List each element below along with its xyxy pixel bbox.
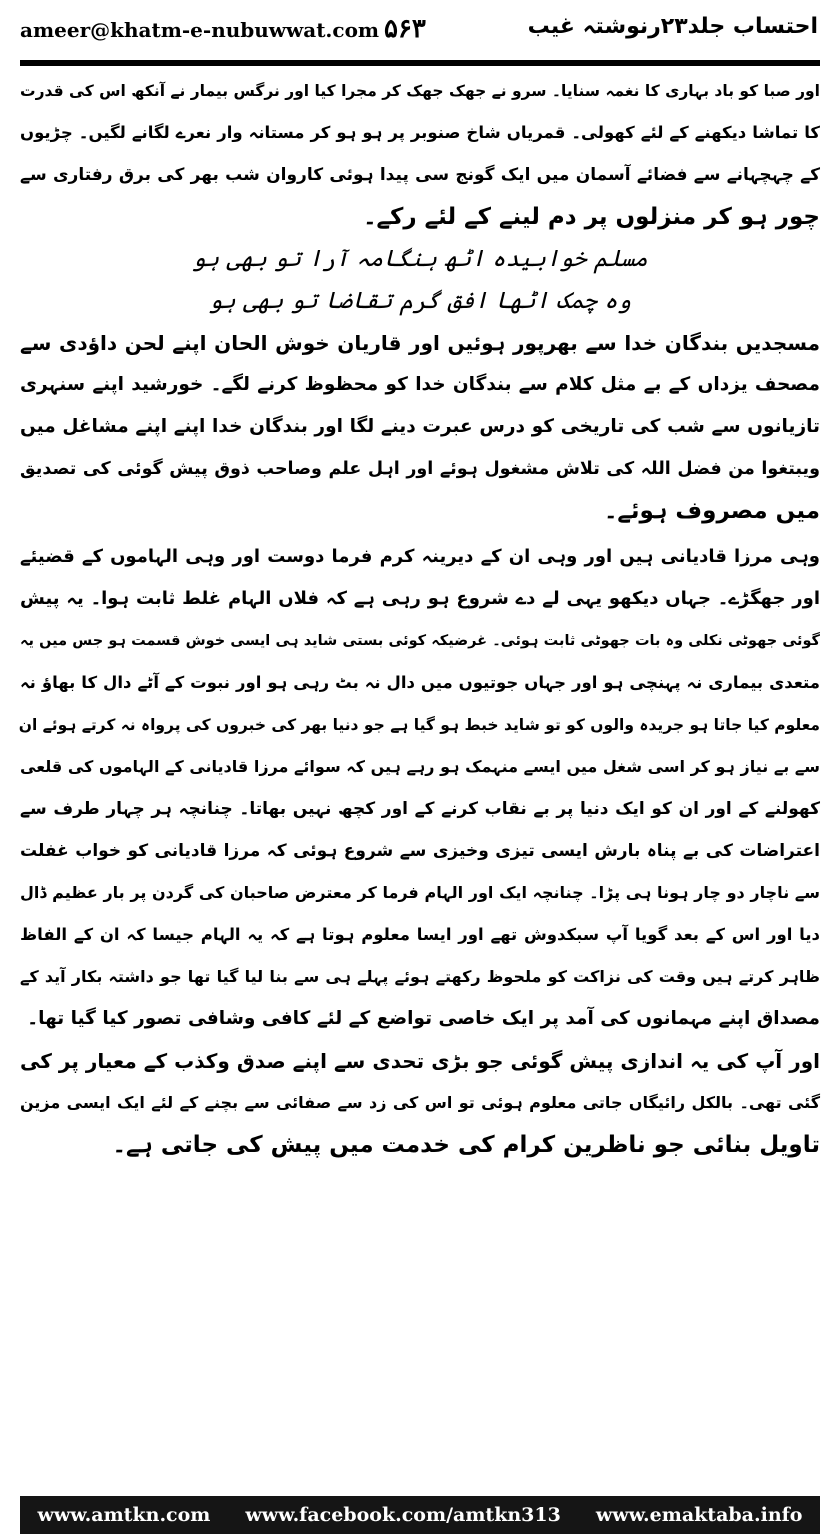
text-line: دیا اور اس کے بعد گویا آپ سبکدوش تھے اور ایسا معلوم ہوتا ہے کہ یہ الہام جیسا کہ ان کے الفاظ (20, 925, 820, 944)
header-email: ameer@khatm-e-nubuwwat.com (20, 18, 380, 42)
header-rule (20, 60, 820, 66)
text-line: ویبتغوا من فضل اللہ کی تلاش مشغول ہوئے اور اہل علم وصاحب ذوق پیش گوئی کی تصدیق (20, 459, 820, 479)
text-line: ظاہر کرتے ہیں وقت کی نزاکت کو ملحوظ رکھتے ہوئے پہلے ہی سے بنا لیا گیا تھا جو داشتہ بکار آید کے (20, 967, 820, 986)
verse-block (20, 238, 820, 322)
text-line: تازیانوں سے شب کی تاریخی کو درس عبرت دینے لگا اور بندگان خدا اپنے اپنے مشاغل میں (20, 416, 820, 437)
text-line: مصداق اپنے مہمانوں کی آمد پر ایک خاصی تواضع کے لئے کافی وشافی تصور کیا گیا تھا۔ (27, 1008, 820, 1029)
text-line: معلوم کیا جاتا ہو جریدہ والوں کو تو شاید خبط ہو گیا ہے جو دنیا بھر کی خبروں کی پرواہ نہ کرتے ہوئے ان (18, 716, 820, 734)
text-line: کھولنے کے اور ان کو ایک دنیا پر بے نقاب کرنے کے اور کچھ نہیں بھاتا۔ چنانچہ ہر چہار طرف سے (20, 799, 820, 819)
text-line: وہی مرزا قادیانی ہیں اور وہی ان کے دیرینہ کرم فرما دوست اور وہی الہاموں کے قضیئے (20, 546, 820, 567)
footer-link-facebook[interactable]: www.facebook.com/amtkn313 (245, 1504, 561, 1526)
text-line: سے بے نیاز ہو کر اسی شغل میں ایسے منہمک ہو رہے ہیں کہ سوائے مرزا قادیانی کے الہاموں کی قلعی (20, 757, 820, 776)
text-line: کا تماشا دیکھنے کے لئے کھولی۔ قمریاں شاخ صنوبر پر ہو ہو کر مستانہ وار نعرے لگانے لگیں۔ چڑیوں (20, 123, 820, 142)
text-line: اور صبا کو باد بہاری کا نغمہ سنایا۔ سرو نے جھک جھک کر مجرا کیا اور نرگس بیمار نے آنکھ اس کی قدرت (20, 82, 820, 100)
text-line: اور جھگڑے۔ جہاں دیکھو یہی لے دے شروع ہو رہی ہے کہ فلاں الہام غلط ثابت ہوا۔ یہ پیش (20, 588, 820, 609)
text-line: سے ناچار دو چار ہونا ہی پڑا۔ چنانچہ ایک اور الہام فرما کر معترض صاحبان کی گردن پر بار عظیم ڈال (20, 883, 820, 902)
text-line: گوئی جھوٹی نکلی وہ بات جھوٹی ثابت ہوئی۔ غرضیکہ کوئی بستی شاید ہی ایسی خوش قسمت ہو جس میں یہ (20, 633, 820, 649)
paragraph-2 (20, 322, 820, 532)
text-line: چور ہو کر منزلوں پر دم لینے کے لئے رکے۔ (363, 204, 820, 230)
text-line: اور آپ کی یہ اندازی پیش گوئی جو بڑی تحدی سے اپنے صدق وکذب کے معیار پر کی (20, 1049, 820, 1073)
text-line: میں مصروف ہوئے۔ (603, 498, 820, 524)
text-line: مصحف یزداں کے بے مثل کلام سے بندگان خدا کو محظوظ کرنے لگے۔ خورشید اپنے سنہری (20, 374, 820, 395)
paragraph-1 (20, 70, 820, 238)
footer-link-emaktaba[interactable]: www.emaktaba.info (595, 1504, 803, 1526)
book-title: احتساب جلد۲۳رنوشتہ غیب (527, 14, 818, 39)
text-line: کے چہچہانے سے فضائے آسمان میں ایک گونج سی پیدا ہوئی کاروان شب بھر کی برق رفتاری سے (20, 165, 820, 185)
verse-line: مسلم خوابیدہ اٹھ ہنگامہ آرا تو بھی ہو (192, 246, 648, 272)
text-line: متعدی بیماری نہ پہنچی ہو اور جہاں جوتیوں میں دال نہ بٹ رہی ہو اور نبوت کے آٹے دال کا بھاؤ نہ (20, 673, 820, 692)
footer-link-amtkn[interactable]: www.amtkn.com (37, 1504, 211, 1526)
page-number: ۵۶۳ (384, 14, 426, 44)
text-line: گئی تھی۔ بالکل رائیگاں جاتی معلوم ہوئی تو اس کی زد سے صفائی سے بچنے کے لئے ایک ایسی مزین (20, 1093, 820, 1112)
text-line: مسجدیں بندگان خدا سے بھرپور ہوئیں اور قاریان خوش الحان اپنے لحن داؤدی سے (20, 331, 820, 355)
page-header (0, 12, 840, 52)
text-line: اعتراضات کی بے پناہ بارش ایسی تیزی وخیزی سے شروع ہوئی کہ مرزا قادیانی کو خواب غفلت (20, 841, 820, 861)
verse-line: وہ چمک اٹھا افق گرم تقاضا تو بھی ہو (208, 288, 632, 314)
paragraph-3 (20, 536, 820, 1040)
page-body (20, 70, 820, 1166)
footer-bar (20, 1496, 820, 1534)
text-line: تاویل بنائی جو ناظرین کرام کی خدمت میں پیش کی جاتی ہے۔ (112, 1132, 820, 1158)
paragraph-4 (20, 1040, 820, 1166)
